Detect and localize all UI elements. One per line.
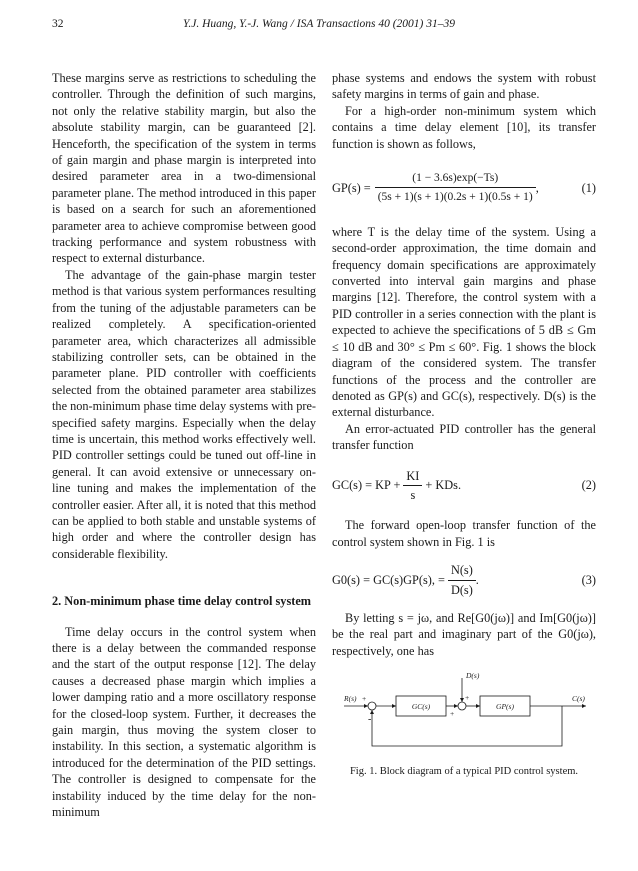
summing-junction-1 — [368, 702, 376, 710]
input-label: R(s) — [344, 694, 357, 703]
controller-label: GC(s) — [411, 702, 431, 711]
right-column — [332, 70, 596, 659]
eq3-number: (3) — [581, 572, 596, 587]
eq3-denominator: D(s) — [450, 582, 473, 597]
arrow-head — [582, 704, 586, 708]
eq1-number: (1) — [581, 180, 596, 195]
plus-sign-1: + — [362, 694, 367, 703]
eq3-lhs: G0(s) = GC(s)GP(s), = — [332, 572, 445, 587]
running-title: Y.J. Huang, Y.-J. Wang / ISA Transactions 40 (2001) 31–39 — [183, 18, 455, 30]
equation-3 — [332, 562, 596, 598]
eq2-fraction — [403, 468, 422, 504]
page-header — [0, 18, 638, 36]
output-label: C(s) — [572, 694, 585, 703]
eq3-fraction — [448, 562, 476, 598]
arrow-head — [460, 698, 464, 702]
section-heading: 2. Non-minimum phase time delay control system — [52, 594, 312, 609]
arrow-head — [476, 704, 480, 708]
right-paragraph-5: The forward open-loop transfer function of the control system shown in Fig. 1 is — [332, 518, 596, 549]
right-paragraph-1: phase systems and endows the system with robust safety margins in terms of gain and phase. — [332, 71, 596, 102]
eq2-denominator: s — [410, 487, 416, 502]
equation-1 — [332, 170, 596, 206]
eq1-fraction — [375, 170, 536, 206]
right-paragraph-3: where T is the delay time of the system. Using a second-order approximation, the time domain and frequency domain specifications are approximately converted into interval gain margins and phase margins [12]. Therefore, the control system with a PID controller in a series connection with the plant is expected to achieve the specifications of 5 dB ≤ Gm ≤ 10 dB and 30° ≤ Pm ≤ 60°. Fig. 1 shows the block diagram of the considered system. The transfer functions of the process and the controller are denoted as GP(s) and GC(s), respectively. D(s) is the external disturbance. — [332, 224, 596, 420]
left-paragraph-3: Time delay occurs in the control system when there is a delay between the commanded response and the start of the output response [12]. The delay causes a decreased phase margin which implies a lower damping ratio and a more oscillatory response for the closed-loop system. Further, it decreases the gain margin, thus moving the system closer to instability. In this section, a systematic algorithm is introduced for the determination of the PID settings. The controller is designed to compensate for the instability induced by the time delay for the non-minimum — [52, 624, 316, 820]
summing-junction-2 — [458, 702, 466, 710]
page-number: 32 — [52, 18, 64, 30]
arrow-head — [454, 704, 458, 708]
right-paragraph-2: For a high-order non-minimum system which contains a time delay element [10], its transfer function is shown as follows, — [332, 103, 596, 151]
equation-2 — [332, 468, 596, 504]
minus-sign: - — [368, 714, 372, 725]
arrow-head — [392, 704, 396, 708]
right-paragraph-4: An error-actuated PID controller has the general transfer function — [332, 421, 596, 453]
feedback-path — [372, 706, 562, 746]
eq2-rhs: + KDs. — [425, 478, 462, 493]
arrow-head — [364, 704, 368, 708]
eq1-lhs: GP(s) = — [332, 180, 371, 195]
eq2-number: (2) — [581, 478, 596, 493]
eq1-numerator: (1 − 3.6s)exp(−Ts) — [375, 170, 536, 188]
left-paragraph-1: These margins serve as restrictions to scheduling the controller. Through the definition of such margins, not only the relative stability margin, but also the absolute stability margin, can be guaranteed [2]. Henceforth, the specification of the system in terms of gain margin and phase margin is interpreted into desired parameter area in a two-dimensional parameter plane. The method introduced in this paper is based on a search for such an aforementioned parameter area to achieve compromise between good tracking performance and system robustness with respect to external disturbance. — [52, 71, 316, 266]
eq2-lhs: GC(s) = KP + — [332, 478, 401, 493]
right-paragraph-6: By letting s = jω, and Re[G0(jω)] and Im[G0(jω)] be the real part and imaginary part of the G0(jω), respectively, one has — [332, 610, 596, 658]
block-diagram — [340, 668, 590, 764]
figure-caption: Fig. 1. Block diagram of a typical PID control system. — [349, 766, 579, 777]
left-paragraph-2: The advantage of the gain-phase margin tester method is that various system performances resulting from the tuning of the adjustable parameters can be realized completely. A specification-oriented parameter area, which characterizes all admissible stabilizing controller sets, can be obtained in the parameter plane. PID controller with coefficients selected from the obtained parameter area stabilizes the non-minimum phase time delay systems with pre-specified safety margins. Especially when the delay time is uncertain, this method works effectively well. PID controller settings could be tuned out off-line in general. It can avoid extensive or unnecessary on-line tuning and makes the implementation of the controller easier. After all, it is noted that this method can be applied to both stable and unstable systems of high order and where the controller design has considerable flexibility. — [52, 267, 316, 561]
plant-label: GP(s) — [496, 702, 514, 711]
eq1-trail: , — [535, 180, 539, 195]
eq3-trail: . — [475, 572, 479, 587]
plus-sign-2: + — [465, 693, 470, 702]
eq1-denominator: (5s + 1)(s + 1)(0.2s + 1)(0.5s + 1) — [377, 191, 533, 204]
left-column — [52, 70, 316, 820]
eq3-numerator: N(s) — [448, 562, 476, 580]
disturbance-label: D(s) — [466, 671, 480, 680]
eq2-numerator: KI — [403, 468, 422, 486]
plus-sign-3: + — [450, 709, 455, 718]
